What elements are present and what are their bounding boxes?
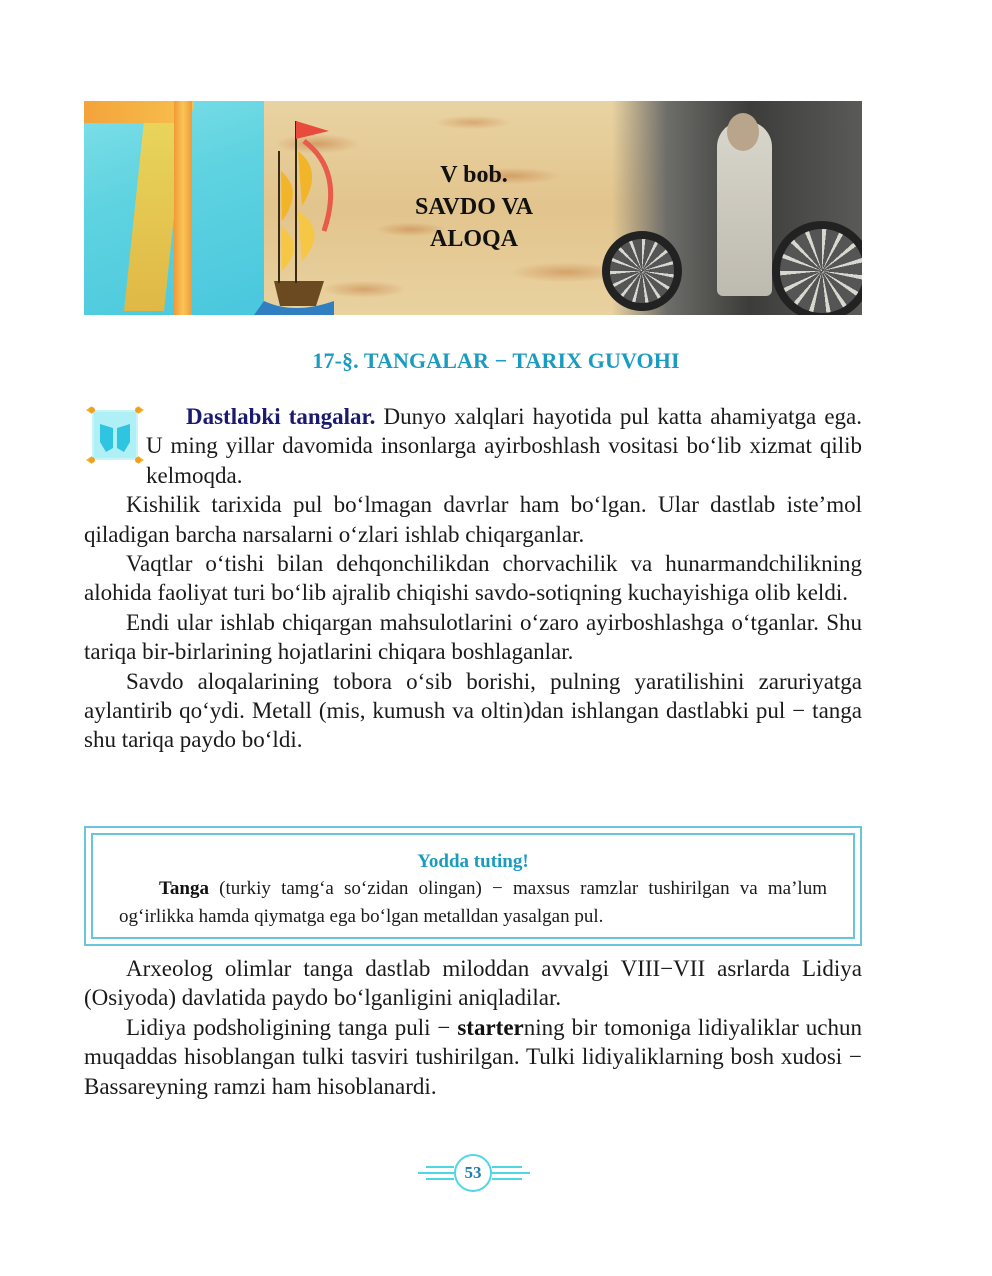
page-number: 53 [454, 1154, 492, 1192]
car-wheel [772, 221, 862, 315]
paragraph-7-text-b: ning bir tomoniga lidiyaliklar uchun muqaddas hisoblangan tulki tasviri tushirilgan. Tulki lidiyaliklarning bosh xudosi − Bassareyning ramzi ham hisoblanardi. [84, 1014, 863, 1099]
decorative-line [492, 1166, 522, 1168]
chapter-banner [84, 101, 862, 315]
sailing-ship-illustration [234, 111, 354, 315]
paragraph-7 [84, 1013, 862, 1101]
section-title: 17-§. TANGALAR − TARIX GUVOHI [312, 348, 680, 373]
decorative-line [426, 1166, 454, 1168]
chapter-number: V bob. [440, 162, 508, 188]
remember-box-inner [91, 833, 855, 939]
paragraph-1 [84, 402, 862, 490]
man-head [727, 113, 759, 151]
vintage-car-photo [612, 101, 862, 315]
decorative-line [426, 1178, 454, 1180]
chapter-title [384, 159, 564, 255]
paragraph-5: Savdo aloqalarining tobora o‘sib borishi, pulning yaratilishini zaruriyatga aylantirib qo‘ydi. Metall (mis, kumush va oltin)dan ishlangan dastlabki pul − tanga shu tariqa paydo bo‘ldi. [84, 668, 862, 753]
paragraph-1-text: Dunyo xalqlari hayotida pul katta ahamiyatga ega. U ming yillar davomida insonlarga ayirboshlash vositasi bo‘lib xizmat qilib kelmoqda. [146, 404, 862, 488]
decorative-line [418, 1172, 454, 1174]
lead-in-heading: Dastlabki tangalar. [186, 404, 376, 429]
defined-term: Tanga [159, 878, 209, 899]
decorative-line [492, 1172, 530, 1174]
car-wheel [602, 231, 682, 311]
scroll-frame-decoration [174, 101, 192, 315]
decorative-line [492, 1178, 522, 1180]
chapter-title-line-1: SAVDO VA [414, 194, 534, 220]
remember-definition [119, 875, 827, 931]
remember-box [84, 826, 862, 946]
page-number-badge [418, 1154, 530, 1194]
chapter-title-line-2: ALOQA [429, 226, 518, 252]
paragraph-4: Endi ular ishlab chiqargan mahsulotlarini o‘zaro ayirboshlashga o‘tganlar. Shu tariqa bir-birlarining hojatlarini chiqara boshlaganlar. [84, 609, 862, 665]
body-text-part-2 [84, 954, 862, 1101]
paragraph-7-text-a: Lidiya podsholigining tanga puli − [126, 1014, 458, 1040]
definition-text: (turkiy tamg‘a so‘zidan olingan) − maxsus ramzlar tushirilgan va ma’lum og‘irlikka hamda qiymatga ega bo‘lgan metalldan yasalgan pul. [119, 878, 827, 927]
paragraph-2: Kishilik tarixida pul bo‘lmagan davrlar ham bo‘lgan. Ular dastlab iste’mol qiladigan barcha narsalarni o‘zlari ishlab chiqarganlar. [84, 492, 862, 547]
bold-term: starter [457, 1014, 524, 1040]
paragraph-3: Vaqtlar o‘tishi bilan dehqonchilikdan chorvachilik va hunarmandchilikning alohida faoliyat turi bo‘lib ajralib chiqishi savdo-sotiqning kuchayishiga olib keldi. [84, 551, 862, 606]
body-text-part-1 [84, 402, 862, 755]
remember-title: Yodda tuting! [417, 851, 529, 872]
paragraph-6: Arxeolog olimlar tanga dastlab miloddan avvalgi VIII−VII asrlarda Lidiya (Osiyoda) davlatida paydo bo‘lganligini aniqladilar. [84, 956, 862, 1011]
